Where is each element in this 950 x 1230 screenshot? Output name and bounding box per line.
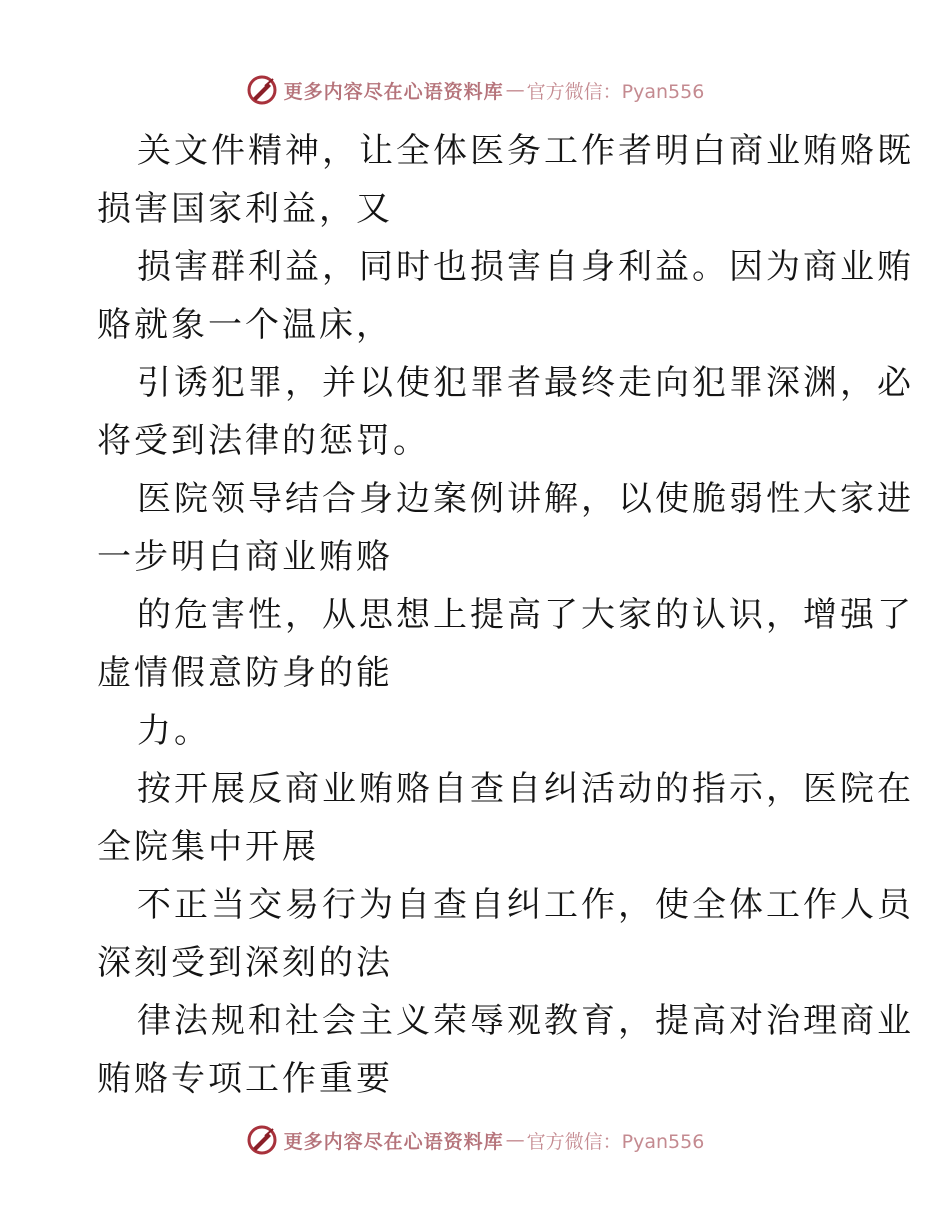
paragraph-line: 全院集中开展 <box>97 827 319 867</box>
paragraph-line: 一步明白商业贿赂 <box>97 537 393 577</box>
paragraph <box>97 876 914 992</box>
watermark-brand: 官方微信：Pyan556 <box>526 1130 705 1153</box>
watermark-text: 更多内容尽在心语资料库 <box>283 80 504 103</box>
paragraph-line: 赂就象一个温床， <box>97 305 393 345</box>
paragraph-line: 引诱犯罪，并以使犯罪者最终走向犯罪深渊，必 <box>137 363 914 403</box>
document-body <box>97 122 914 1108</box>
paragraph <box>97 992 914 1108</box>
watermark-brand: 官方微信：Pyan556 <box>526 80 705 103</box>
paragraph-line: 将受到法律的惩罚。 <box>97 421 430 461</box>
paragraph <box>97 586 914 702</box>
paragraph-line: 的危害性，从思想上提高了大家的认识，增强了 <box>137 595 914 635</box>
watermark-text: 更多内容尽在心语资料库 <box>283 1130 504 1153</box>
paragraph <box>97 238 914 354</box>
paragraph-line: 虚情假意防身的能 <box>97 653 393 693</box>
footer-watermark <box>0 1120 950 1160</box>
paragraph <box>97 470 914 586</box>
watermark-separator: — <box>505 1129 525 1151</box>
header-watermark <box>0 70 950 110</box>
paragraph-line: 损害国家利益，又 <box>97 189 393 229</box>
paragraph-line: 不正当交易行为自查自纠工作，使全体工作人员 <box>137 885 914 925</box>
paragraph-line: 医院领导结合身边案例讲解，以使脆弱性大家进 <box>137 479 914 519</box>
paragraph-line: 律法规和社会主义荣辱观教育，提高对治理商业 <box>137 1001 914 1041</box>
pen-circle-logo-icon <box>246 74 278 106</box>
paragraph-line: 力。 <box>137 711 211 751</box>
paragraph <box>97 702 857 760</box>
paragraph-line: 深刻受到深刻的法 <box>97 943 393 983</box>
paragraph <box>97 354 914 470</box>
pen-circle-logo-icon <box>246 1124 278 1156</box>
watermark-separator: — <box>505 79 525 101</box>
paragraph-line: 关文件精神，让全体医务工作者明白商业贿赂既 <box>137 131 914 171</box>
paragraph-line: 损害群利益，同时也损害自身利益。因为商业贿 <box>137 247 914 287</box>
paragraph-line: 贿赂专项工作重要 <box>97 1059 393 1099</box>
paragraph <box>97 122 914 238</box>
paragraph-line: 按开展反商业贿赂自查自纠活动的指示，医院在 <box>137 769 914 809</box>
paragraph <box>97 760 914 876</box>
